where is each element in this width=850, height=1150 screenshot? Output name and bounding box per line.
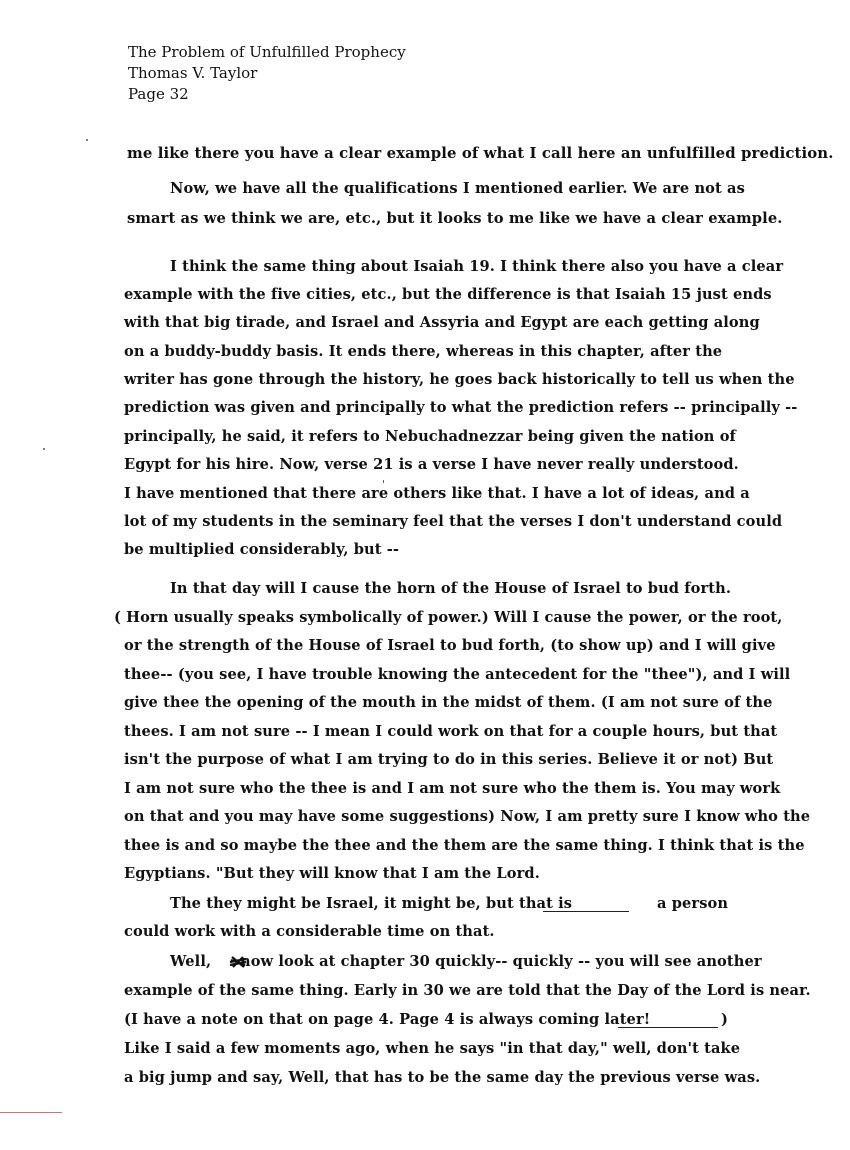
stray-mark <box>43 448 45 450</box>
text-line: lot of my students in the seminary feel that the verses I don't understand could <box>124 513 783 530</box>
text-line: writer has gone through the history, he goes back historically to tell us when the <box>124 371 795 388</box>
text-line: smart as we think we are, etc., but it looks to me like we have a clear example. <box>127 210 783 227</box>
text-line: example with the five cities, etc., but the difference is that Isaiah 15 just ends <box>124 286 772 303</box>
text-line: thee-- (you see, I have trouble knowing the antecedent for the "thee"), and I will <box>124 666 791 683</box>
blank-line <box>618 1013 718 1028</box>
text-line: isn't the purpose of what I am trying to do in this series. Believe it or not) But <box>124 751 774 768</box>
text-line: on a buddy-buddy basis. It ends there, whereas in this chapter, after the <box>124 343 723 360</box>
text-line: Like I said a few moments ago, when he says "in that day," well, don't take <box>124 1040 741 1057</box>
text-line: I am not sure who the thee is and I am not sure who the them is. You may work <box>124 780 781 797</box>
text-line: give thee the opening of the mouth in the midst of them. (I am not sure of the <box>124 694 773 711</box>
text-line: I think the same thing about Isaiah 19. I think there also you have a clear <box>170 258 784 275</box>
text-line: principally, he said, it refers to Nebuchadnezzar being given the nation of <box>124 428 736 445</box>
margin-rule <box>0 1112 62 1113</box>
text-line: me like there you have a clear example of what I call here an unfulfilled prediction. <box>127 144 834 162</box>
text-line: on that and you may have some suggestions) Now, I am pretty sure I know who the <box>124 808 811 825</box>
text-line: thees. I am not sure -- I mean I could work on that for a couple hours, but that <box>124 723 778 740</box>
text-line: be multiplied considerably, but -- <box>124 541 400 558</box>
text-line: In that day will I cause the horn of the House of Israel to bud forth. <box>170 580 732 597</box>
text-line: ) <box>721 1011 729 1028</box>
text-line: now look at chapter 30 quickly-- quickly -- you will see another <box>240 953 762 970</box>
page-header <box>128 42 406 105</box>
text-line: or the strength of the House of Israel to bud forth, (to show up) and I will give <box>124 637 776 654</box>
stray-mark <box>86 139 88 141</box>
text-line: with that big tirade, and Israel and Assyria and Egypt are each getting along <box>124 314 760 331</box>
text-line: a person <box>657 895 729 912</box>
page-number: Page 32 <box>128 85 189 103</box>
text-line: I have mentioned that there are others like that. I have a lot of ideas, and a <box>124 485 750 502</box>
document-title: The Problem of Unfulfilled Prophecy <box>128 43 406 61</box>
document-author: Thomas V. Taylor <box>128 64 258 82</box>
text-line: Egypt for his hire. Now, verse 21 is a verse I have never really understood. <box>124 456 739 473</box>
blank-line <box>543 897 629 912</box>
text-line: thee is and so maybe the thee and the them are the same thing. I think that is the <box>124 837 805 854</box>
text-line: ( Horn usually speaks symbolically of power.) Will I cause the power, or the root, <box>114 609 783 626</box>
stray-mark <box>383 480 384 483</box>
text-line: Well, <box>170 953 212 970</box>
text-line: The they might be Israel, it might be, but that is <box>170 895 573 912</box>
text-line: Egyptians. "But they will know that I am the Lord. <box>124 865 540 882</box>
text-line: example of the same thing. Early in 30 we are told that the Day of the Lord is near. <box>124 982 811 999</box>
text-line: a big jump and say, Well, that has to be the same day the previous verse was. <box>124 1069 761 1086</box>
text-line: (I have a note on that on page 4. Page 4 is always coming later! <box>124 1011 651 1028</box>
text-line: prediction was given and principally to what the prediction refers -- principally -- <box>124 399 798 416</box>
text-line: could work with a considerable time on that. <box>124 923 495 940</box>
text-line: Now, we have all the qualifications I mentioned earlier. We are not as <box>170 180 745 197</box>
